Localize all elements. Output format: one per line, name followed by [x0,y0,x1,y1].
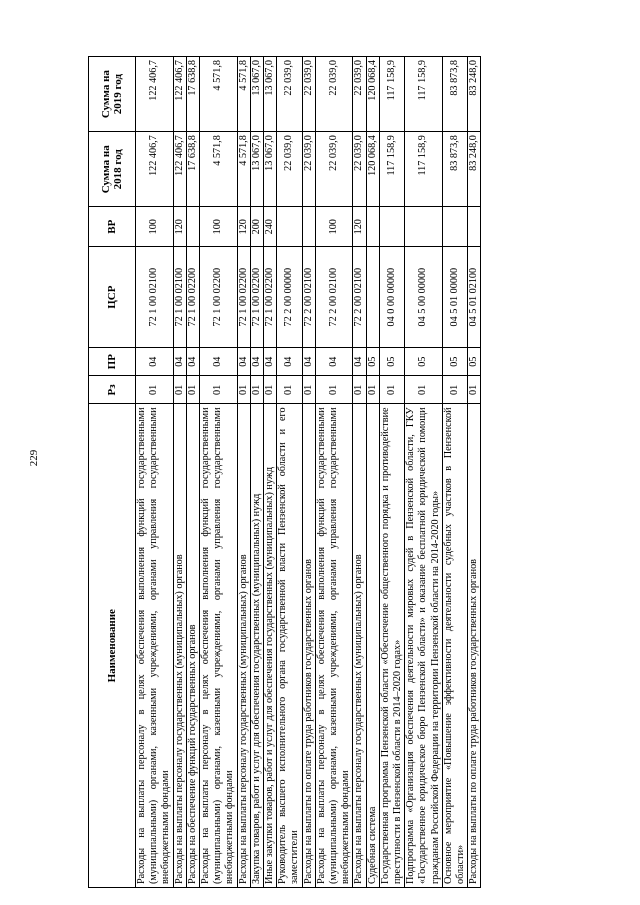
cell-name: Расходы на выплаты персоналу в целях обеспечения выполнения функций государственными (муниципальными) органами, казенными учреждениями, органами управления государственными внебюджетными фондами [200,404,238,888]
cell-rz: 01 [468,376,481,404]
cell-sum-2019: 22 039,0 [277,57,302,132]
cell-name: Расходы на выплаты персоналу государственных (муниципальных) органов [173,404,186,888]
cell-csr: 72 1 00 02200 [186,247,199,348]
table-row [353,57,366,888]
cell-vr [468,207,481,247]
cell-rz: 01 [250,376,263,404]
cell-vr [366,207,379,247]
cell-csr: 72 1 00 02200 [200,247,238,348]
cell-pr: 04 [136,348,174,376]
table-row [200,57,238,888]
cell-vr: 100 [315,207,353,247]
cell-name: Судебная система [366,404,379,888]
table-row [264,57,277,888]
table-row [237,57,250,888]
cell-csr: 04 5 00 00000 [405,247,443,348]
cell-sum-2018: 17 638,8 [186,132,199,207]
cell-pr: 04 [277,348,302,376]
header-sum-2018: Сумма на 2018 год [89,132,136,207]
budget-table-container [88,56,590,888]
header-vr: ВР [89,207,136,247]
cell-sum-2019: 122 406,7 [173,57,186,132]
cell-rz: 01 [302,376,315,404]
cell-pr: 04 [353,348,366,376]
budget-table [88,56,481,888]
cell-csr: 04 5 01 02100 [468,247,481,348]
table-row [186,57,199,888]
header-name: Наименование [89,404,136,888]
cell-csr: 72 2 00 02100 [353,247,366,348]
cell-name: Закупка товаров, работ и услуг для обеспечения государственных (муниципальных) нужд [250,404,263,888]
cell-pr: 04 [237,348,250,376]
cell-rz: 01 [173,376,186,404]
cell-name: Руководитель высшего исполнительного органа государственной власти Пензенской области и его заместители [277,404,302,888]
cell-name: Расходы на обеспечение функций государственных органов [186,404,199,888]
table-row [468,57,481,888]
cell-pr: 05 [468,348,481,376]
cell-rz: 01 [136,376,174,404]
cell-rz: 01 [379,376,404,404]
cell-rz: 01 [277,376,302,404]
cell-name: Расходы на выплаты по оплате труда работников государственных органов [468,404,481,888]
table-row [302,57,315,888]
cell-sum-2019: 83 873,8 [442,57,467,132]
cell-sum-2019: 17 638,8 [186,57,199,132]
table-row [442,57,467,888]
cell-sum-2018: 83 248,0 [468,132,481,207]
cell-rz: 01 [405,376,443,404]
cell-sum-2018: 22 039,0 [315,132,353,207]
page-number: 229 [28,449,40,467]
table-row [173,57,186,888]
cell-csr: 72 1 00 02200 [250,247,263,348]
header-rz: Рз [89,376,136,404]
cell-sum-2019: 120 068,4 [366,57,379,132]
cell-csr: 72 2 00 02100 [315,247,353,348]
cell-sum-2019: 117 158,9 [405,57,443,132]
cell-rz: 01 [200,376,238,404]
table-row [277,57,302,888]
cell-pr: 05 [379,348,404,376]
cell-vr [277,207,302,247]
cell-sum-2018: 122 406,7 [173,132,186,207]
cell-sum-2019: 117 158,9 [379,57,404,132]
cell-name: Расходы на выплаты персоналу государственных (муниципальных) органов [237,404,250,888]
cell-pr: 04 [200,348,238,376]
cell-sum-2018: 4 571,8 [200,132,238,207]
cell-sum-2018: 120 068,4 [366,132,379,207]
cell-sum-2019: 13 067,0 [250,57,263,132]
cell-vr: 120 [237,207,250,247]
cell-csr: 72 2 00 02100 [302,247,315,348]
cell-name: Расходы на выплаты персоналу государственных (муниципальных) органов [353,404,366,888]
table-row [315,57,353,888]
cell-sum-2019: 22 039,0 [302,57,315,132]
cell-vr: 100 [136,207,174,247]
cell-sum-2019: 13 067,0 [264,57,277,132]
cell-sum-2019: 4 571,8 [200,57,238,132]
cell-name: Подпрограмма «Организация обеспечения деятельности мировых судей в Пензенской области, ГКУ «Государственное юридическое бюро Пензенской области» и оказание бесплатной юридической помощи гражданам Российской Федерации на территории Пензенской области на 2014-2020 годы» [405,404,443,888]
cell-sum-2018: 117 158,9 [405,132,443,207]
cell-pr: 04 [302,348,315,376]
cell-sum-2019: 4 571,8 [237,57,250,132]
cell-sum-2019: 22 039,0 [315,57,353,132]
cell-vr: 120 [353,207,366,247]
cell-vr: 240 [264,207,277,247]
cell-sum-2018: 22 039,0 [302,132,315,207]
cell-pr: 05 [405,348,443,376]
cell-sum-2018: 117 158,9 [379,132,404,207]
cell-pr: 04 [264,348,277,376]
cell-sum-2018: 22 039,0 [277,132,302,207]
cell-vr: 120 [173,207,186,247]
cell-name: Расходы на выплаты по оплате труда работников государственных органов [302,404,315,888]
cell-csr: 72 1 00 02200 [237,247,250,348]
cell-name: Иные закупки товаров, работ и услуг для обеспечения государственных (муниципальных) нужд [264,404,277,888]
cell-csr: 04 5 01 00000 [442,247,467,348]
cell-sum-2018: 83 873,8 [442,132,467,207]
table-row [250,57,263,888]
cell-vr [442,207,467,247]
cell-pr: 04 [315,348,353,376]
cell-rz: 01 [315,376,353,404]
cell-csr: 72 2 00 00000 [277,247,302,348]
cell-pr: 04 [173,348,186,376]
cell-vr: 100 [200,207,238,247]
cell-vr [405,207,443,247]
table-header-row [89,57,136,888]
cell-pr: 04 [250,348,263,376]
cell-vr [186,207,199,247]
cell-csr [366,247,379,348]
header-csr: ЦСР [89,247,136,348]
cell-vr [379,207,404,247]
header-pr: ПР [89,348,136,376]
cell-csr: 04 0 00 00000 [379,247,404,348]
cell-pr: 04 [186,348,199,376]
table-row [366,57,379,888]
cell-pr: 05 [442,348,467,376]
cell-name: Государственная программа Пензенской области «Обеспечение общественного порядка и противодействие преступности в Пензенской области в 2014–2020 годах» [379,404,404,888]
cell-rz: 01 [186,376,199,404]
cell-pr: 05 [366,348,379,376]
cell-sum-2018: 13 067,0 [250,132,263,207]
cell-rz: 01 [237,376,250,404]
cell-sum-2018: 22 039,0 [353,132,366,207]
cell-rz: 01 [264,376,277,404]
cell-sum-2019: 83 248,0 [468,57,481,132]
cell-vr: 200 [250,207,263,247]
cell-csr: 72 1 00 02100 [136,247,174,348]
cell-csr: 72 1 00 02100 [173,247,186,348]
cell-sum-2018: 13 067,0 [264,132,277,207]
cell-sum-2018: 4 571,8 [237,132,250,207]
cell-csr: 72 1 00 02200 [264,247,277,348]
cell-rz: 01 [353,376,366,404]
cell-rz: 01 [442,376,467,404]
header-sum-2019: Сумма на 2019 год [89,57,136,132]
table-row [136,57,174,888]
cell-sum-2018: 122 406,7 [136,132,174,207]
cell-name: Расходы на выплаты персоналу в целях обеспечения выполнения функций государственными (муниципальными) органами, казенными учреждениями, органами управления государственными внебюджетными фондами [315,404,353,888]
cell-name: Основное мероприятие «Повышение эффективности деятельности судебных участков в Пензенской области» [442,404,467,888]
table-row [405,57,443,888]
cell-name: Расходы на выплаты персоналу в целях обеспечения выполнения функций государственными (муниципальными) органами, казенными учреждениями, органами управления государственными внебюджетными фондами [136,404,174,888]
cell-sum-2019: 122 406,7 [136,57,174,132]
cell-sum-2019: 22 039,0 [353,57,366,132]
table-row [379,57,404,888]
cell-vr [302,207,315,247]
cell-rz: 01 [366,376,379,404]
